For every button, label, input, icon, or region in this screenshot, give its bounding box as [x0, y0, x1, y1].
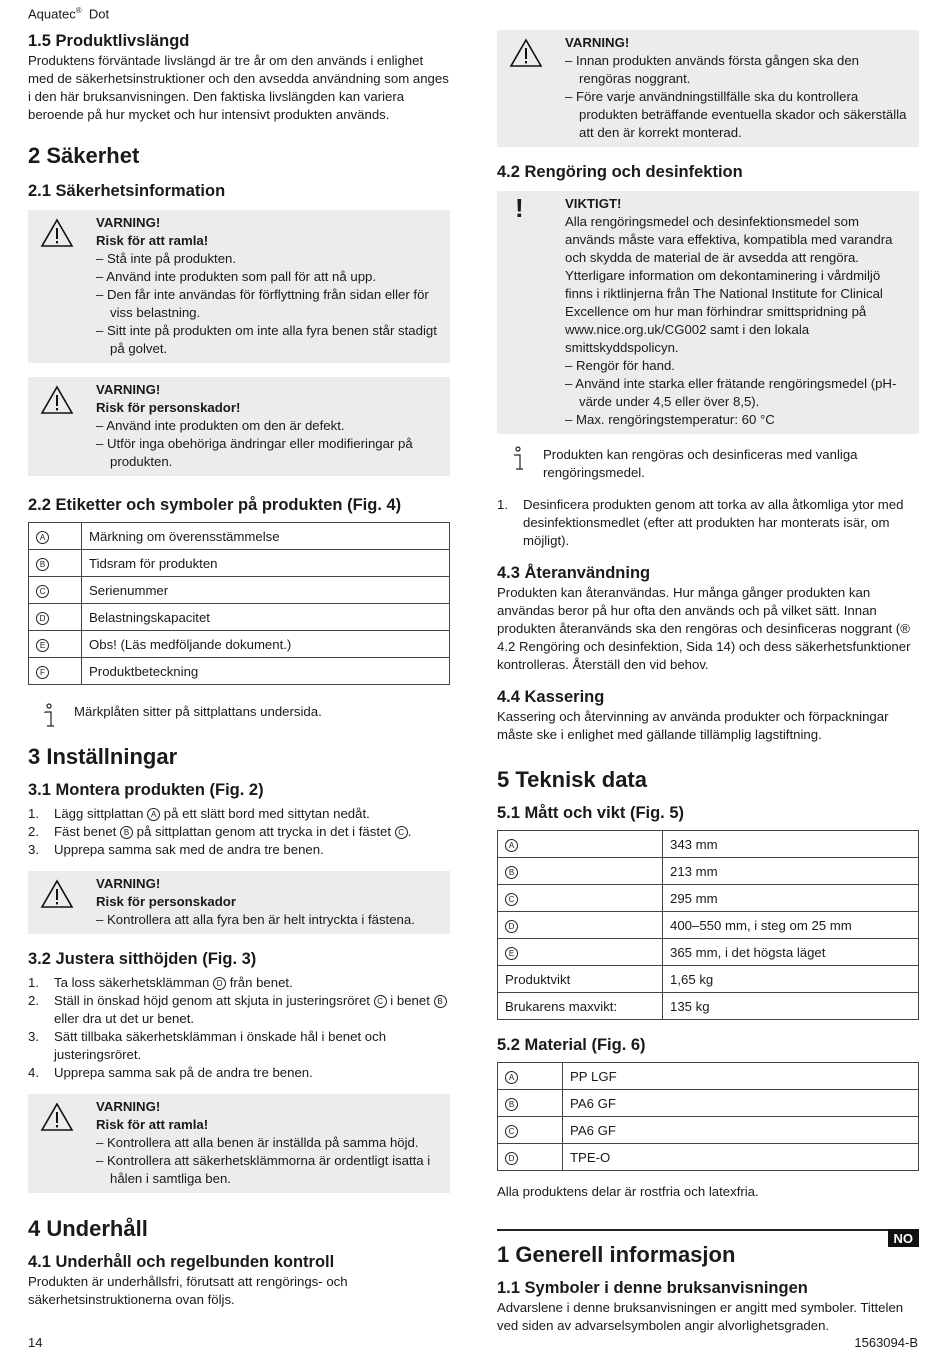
section-4-3-title: 4.3 Återanvändning [497, 564, 651, 582]
warning-item: – Använd inte produkten som pall för att nå upp. [96, 269, 377, 284]
list-item: 1. Desinficera produkten genom att torka av alla åtkomliga ytor med desinfektionsmedlet (efter att produkten har monterats isär, om möjligt). [497, 497, 904, 548]
product-name: Dot [88, 6, 110, 22]
table-row: B PA6 GF [498, 1090, 919, 1117]
table-row: D 400–550 mm, i steg om 25 mm [498, 912, 919, 939]
right-column [497, 30, 919, 1335]
important-item: – Använd inte starka eller frätande rengöringsmedel (pH-värde under 4,5 eller över 8,5). [565, 376, 897, 409]
no-section-1-1-title: 1.1 Symboler i denne bruksanvisningen [497, 1279, 808, 1297]
warning-box-fall [28, 210, 450, 363]
table-row [29, 523, 450, 550]
important-text: Alla rengöringsmedel och desinfektionsmedel som används måste vara effektiva, kompatibla med varandra och skydda de material de är avsedda att rengöra. Ytterligare information om dekontaminering i vårdmiljö finns i riktlinjerna från The National Institute for Clinical Excellence om hur man förhindrar smittspridning på www.nice.org.uk/CG002 samt i den lokala smittskyddspolicyn. [565, 214, 893, 355]
warning-triangle-icon [40, 879, 74, 909]
warning-triangle-icon [509, 38, 543, 68]
table-cell: Serienummer [82, 577, 450, 604]
warning-item: – Använd inte produkten om den är defekt. [96, 418, 345, 433]
info-icon [509, 446, 527, 472]
section-4-4-text: Kassering och återvinning av använda produkter och förpackningar måste ske i enlighet med gällande tillämplig lagstiftning. [497, 709, 889, 742]
left-column [28, 30, 450, 1309]
dimensions-table [497, 830, 919, 1020]
important-item: – Rengör för hand. [565, 358, 675, 373]
list-item: 3. Upprepa samma sak med de andra tre benen. [28, 842, 324, 857]
table-row: C 295 mm [498, 885, 919, 912]
language-badge: NO [888, 1229, 920, 1247]
section-4-title: 4 Underhåll [28, 1216, 148, 1241]
language-divider [497, 1229, 919, 1246]
document-id: 1563094-B [854, 1335, 918, 1350]
table-row: Brukarens maxvikt: 135 kg [498, 993, 919, 1020]
list-item: 3. Sätt tillbaka säkerhetsklämman i önskade hål i benet och justeringsröret. [28, 1029, 387, 1062]
section-2-2-title: 2.2 Etiketter och symboler på produkten (Fig. 4) [28, 496, 402, 514]
info-note [28, 703, 450, 721]
warning-box-height [28, 1094, 450, 1193]
section-4-2-title: 4.2 Rengöring och desinfektion [497, 163, 743, 181]
circled-letter: F [36, 666, 49, 679]
table-row: A 343 mm [498, 831, 919, 858]
warning-box-injury [28, 377, 450, 476]
warning-subtitle: Risk för personskador [96, 894, 236, 909]
warning-subtitle: Risk för att ramla! [96, 233, 209, 248]
table-cell: Obs! (Läs medföljande dokument.) [82, 631, 450, 658]
warning-triangle-icon [40, 218, 74, 248]
no-section-1-title: 1 Generell informasjon [497, 1242, 736, 1267]
warning-item: – Före varje användningstillfälle ska du kontrollera produkten beträffande eventuella skador och säkerställa att den är korrekt monterad. [565, 89, 907, 140]
table-row [29, 577, 450, 604]
list-item: 2. Fäst benet B på sittplattan genom att trycka in det i fästet C . [28, 824, 412, 839]
registered-mark: ® [75, 6, 82, 15]
warning-subtitle: Risk för personskador! [96, 400, 241, 415]
circled-letter: D [36, 612, 49, 625]
section-2-title: 2 Säkerhet [28, 143, 140, 168]
warning-item: – Kontrollera att alla benen är inställda på samma höjd. [96, 1135, 419, 1150]
exclamation-icon: ! [515, 193, 524, 223]
section-1-5-text: Produktens förväntade livslängd är tre år om den används i enlighet med de säkerhetsinstruktioner och den avsedda användning som anges i den här bruksanvisningen. Den faktiska livslängden kan variera beroende på hur mycket och hur intensivt produkten används. [28, 53, 449, 122]
warning-triangle-icon [40, 385, 74, 415]
warning-subtitle: Risk för att ramla! [96, 1117, 209, 1132]
section-4-1-title: 4.1 Underhåll och regelbunden kontroll [28, 1253, 335, 1271]
section-4-1-text: Produkten är underhållsfri, förutsatt att rengörings- och säkerhetsinstruktionerna ovan följs. [28, 1274, 348, 1307]
warning-triangle-icon [40, 1102, 74, 1132]
section-5-1-title: 5.1 Mått och vikt (Fig. 5) [497, 804, 685, 822]
section-3-1-title: 3.1 Montera produkten (Fig. 2) [28, 781, 264, 799]
warning-item: – Innan produkten används första gången ska den rengöras noggrant. [565, 53, 860, 86]
list-item: 4. Upprepa samma sak på de andra tre benen. [28, 1065, 313, 1080]
warning-title: VARNING! [96, 1099, 161, 1114]
table-row: E 365 mm, i det högsta läget [498, 939, 919, 966]
circled-letter: C [36, 585, 49, 598]
info-icon [40, 703, 58, 729]
warning-item: – Kontrollera att säkerhetsklämmorna är ordentligt isatta i hålen i samtliga ben. [96, 1153, 431, 1186]
info-note-text: Produkten kan rengöras och desinficeras med vanliga rengöringsmedel. [543, 447, 858, 480]
section-3-title: 3 Inställningar [28, 744, 178, 769]
warning-item: – Sitt inte på produkten om inte alla fyra benen står stadigt på golvet. [96, 323, 437, 356]
warning-box-legs [28, 871, 450, 934]
section-5-title: 5 Teknisk data [497, 767, 647, 792]
table-row: B 213 mm [498, 858, 919, 885]
warning-title: VARNING! [565, 35, 630, 50]
section-4-4-title: 4.4 Kassering [497, 688, 605, 706]
table-row: A PP LGF [498, 1063, 919, 1090]
warning-title: VARNING! [96, 215, 161, 230]
section-2-1-title: 2.1 Säkerhetsinformation [28, 182, 226, 200]
circled-letter: A [36, 531, 49, 544]
running-header [28, 6, 109, 21]
table-cell: Belastningskapacitet [82, 604, 450, 631]
info-note [497, 446, 919, 482]
circled-letter: B [36, 558, 49, 571]
table-row [29, 550, 450, 577]
material-table [497, 1062, 919, 1171]
page-number: 14 [28, 1335, 43, 1350]
list-item: 1. Lägg sittplattan A på ett slätt bord med sittytan nedåt. [28, 806, 370, 821]
table-row: Produktvikt 1,65 kg [498, 966, 919, 993]
important-title: VIKTIGT! [565, 196, 622, 211]
table-cell: Märkning om överensstämmelse [82, 523, 450, 550]
circled-letter: E [36, 639, 49, 652]
table-row [29, 604, 450, 631]
section-1-5-title: 1.5 Produktlivslängd [28, 32, 190, 50]
info-note-text: Märkplåten sitter på sittplattans undersida. [74, 704, 322, 719]
section-4-3-text: Produkten kan återanvändas. Hur många gånger produkten kan användas beror på hur ofta den används och på vilket sätt. Innan produkten återanvänds ska den rengöras och desinficeras noggrant (® 4.2 Rengöring och desinfektion, Sida 14) och dess säkerhetsfunktioner kontrolleras. Återställ den vid behov. [497, 585, 911, 672]
list-item: 1. Ta loss säkerhetsklämman D från benet. [28, 975, 293, 990]
warning-item: – Utför inga obehöriga ändringar eller modifieringar på produkten. [96, 436, 413, 469]
warning-item: – Stå inte på produkten. [96, 251, 237, 266]
list-item: 2. Ställ in önskad höjd genom att skjuta in justeringsröret C i benet B eller dra ut det ur benet. [28, 992, 450, 1028]
warning-title: VARNING! [96, 876, 161, 891]
warning-box-first-use [497, 30, 919, 147]
section-3-2-title: 3.2 Justera sitthöjden (Fig. 3) [28, 950, 257, 968]
table-row: D TPE-O [498, 1144, 919, 1171]
table-row: C PA6 GF [498, 1117, 919, 1144]
warning-item: – Den får inte användas för förflyttning från sidan eller för viss belastning. [96, 287, 429, 320]
no-section-1-1-text: Advarslene i denne bruksanvisningen er angitt med symboler. Tittelen ved siden av advarselsymbolen angir alvorlighetsgraden. [497, 1300, 904, 1333]
section-5-2-text: Alla produktens delar är rostfria och latexfria. [497, 1184, 759, 1199]
warning-title: VARNING! [96, 382, 161, 397]
table-row [29, 631, 450, 658]
table-cell: Produktbeteckning [82, 658, 450, 685]
warning-item: – Kontrollera att alla fyra ben är helt intryckta i fästena. [96, 912, 415, 927]
table-cell: Tidsram för produkten [82, 550, 450, 577]
section-5-2-title: 5.2 Material (Fig. 6) [497, 1036, 646, 1054]
brand-name: Aquatec [28, 6, 76, 22]
important-box [497, 191, 919, 434]
labels-table [28, 522, 450, 685]
important-item: – Max. rengöringstemperatur: 60 °C [565, 412, 775, 427]
table-row [29, 658, 450, 685]
